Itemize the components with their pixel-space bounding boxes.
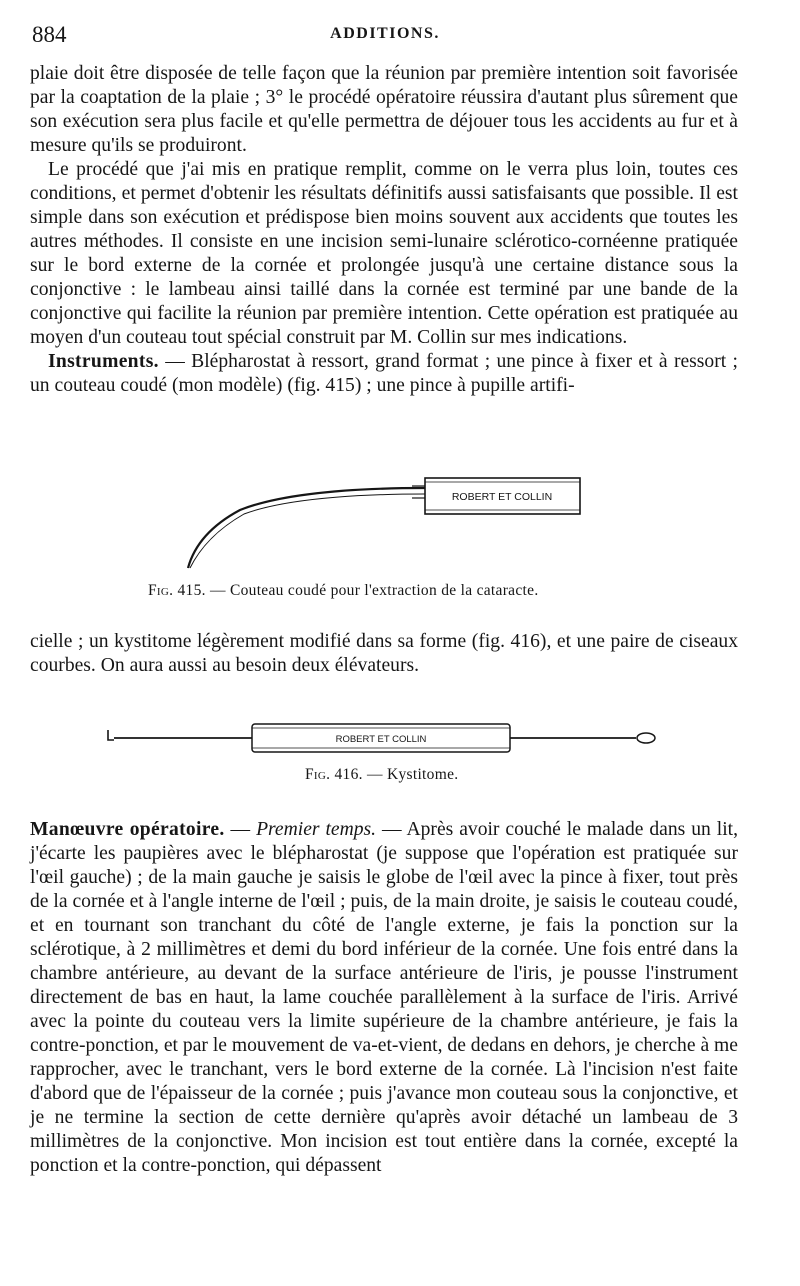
text-block-middle [30,630,738,678]
paragraph-4: cielle ; un kystitome légèrement modifié dans sa forme (fig. 416), et une paire de ciseaux courbes. On aura aussi au besoin deux élévateurs. [30,631,738,676]
fig-416-caption-text: — Kystitome. [362,766,459,783]
fig-415-handle-label: ROBERT ET COLLIN [451,491,553,503]
instruments-text: — Blépharostat à ressort, grand format ; une pince à fixer et à ressort ; un couteau coudé (mon modèle) (fig. 415) ; une pince à pupille artifi- [30,351,738,396]
page-number: 884 [32,22,67,47]
manoeuvre-heading: Manœuvre opératoire. [30,819,225,840]
fig-415-caption-text: — Couteau coudé pour l'extraction de la cataracte. [205,582,539,599]
fig-416-handle-label: ROBERT ET COLLIN [335,734,427,745]
text-block-top [30,62,738,398]
kystitome-left-tip [108,730,114,740]
page-header [32,22,738,52]
fig-416-caption [305,766,458,784]
fig-415-knife-illustration [180,468,600,578]
manoeuvre-text: — Après avoir couché le malade dans un lit, j'écarte les paupières avec le blépharostat (je suppose que l'opération est pratiquée sur l'œil gauche) ; de la main gauche je saisis le globe de l'œil avec la pince à fixer, tout près de la cornée et à l'angle interne de l'œil ; puis, de la main droite, je saisis le couteau coudé, et en tournant son tranchant du côté de l'angle externe, je fais la ponction sur la sclérotique, à 2 millimètres et demi du bord inférieur de la cornée. Une fois entré dans la chambre antérieure, au devant de la surface antérieure de l'iris, je pousse l'instrument directement de bas en haut, la lame couchée parallèlement à la surface de l'iris. Arrivé avec la pointe du couteau vers la limite supérieure de la chambre antérieure, je fais la contre-ponction, et par le mouvement de va-et-vient, de dedans en dehors, je cherche à me rapprocher, avec le tranchant, vers le bord externe de la cornée. Là l'incision n'est faite d'abord que de l'épaisseur de la cornée ; puis j'avance mon couteau sous la conjonctive, et je ne termine la section de cette dernière qu'après avoir détaché un lambeau de 3 millimètres de la conjonctive. Mon incision est tout entière dans la cornée, excepté la ponction et la contre-ponction, qui dépassent [30,819,738,1176]
fig-416-label: Fig. 416. [305,766,363,783]
fig-415-caption [148,582,539,600]
fig-416-kystitome-illustration [104,718,664,758]
paragraph-manoeuvre [30,818,738,1178]
manoeuvre-dash: — [224,819,257,840]
kystitome-spoon-tip [637,733,655,743]
premier-temps: Premier temps. [256,819,377,840]
paragraph-2: Le procédé que j'ai mis en pratique remplit, comme on le verra plus loin, toutes ces conditions, et permet d'obtenir les résultats définitifs aussi satisfaisants que possible. Il est simple dans son exécution et prédispose bien moins souvent aux accidents que toutes les autres méthodes. Il consiste en une incision semi-lunaire scléroticо-cornéenne pratiquée sur le bord externe de la cornée et prolongée jusqu'à une certaine distance sous la conjonctive : le lambeau ainsi taillé dans la cornée est terminé par une bande de la conjonctive qui facilite la réunion par première intention. Cette opération est pratiquée au moyen d'un couteau tout spécial construit par M. Collin sur mes indications. [30,159,738,348]
instruments-heading: Instruments. [48,351,159,372]
paragraph-1: plaie doit être disposée de telle façon que la réunion par première intention soit favorisée par la coaptation de la plaie ; 3° le procédé opératoire réussira d'autant plus sûrement que son exécution sera plus facile et qu'elle permettra de déjouer tous les accidents au fur et à mesure qu'ils se produiront. [30,63,738,156]
fig-415-label: Fig. 415. [148,582,206,599]
paragraph-instruments [30,350,738,398]
text-block-bottom [30,818,738,1178]
running-title: ADDITIONS. [330,25,440,42]
